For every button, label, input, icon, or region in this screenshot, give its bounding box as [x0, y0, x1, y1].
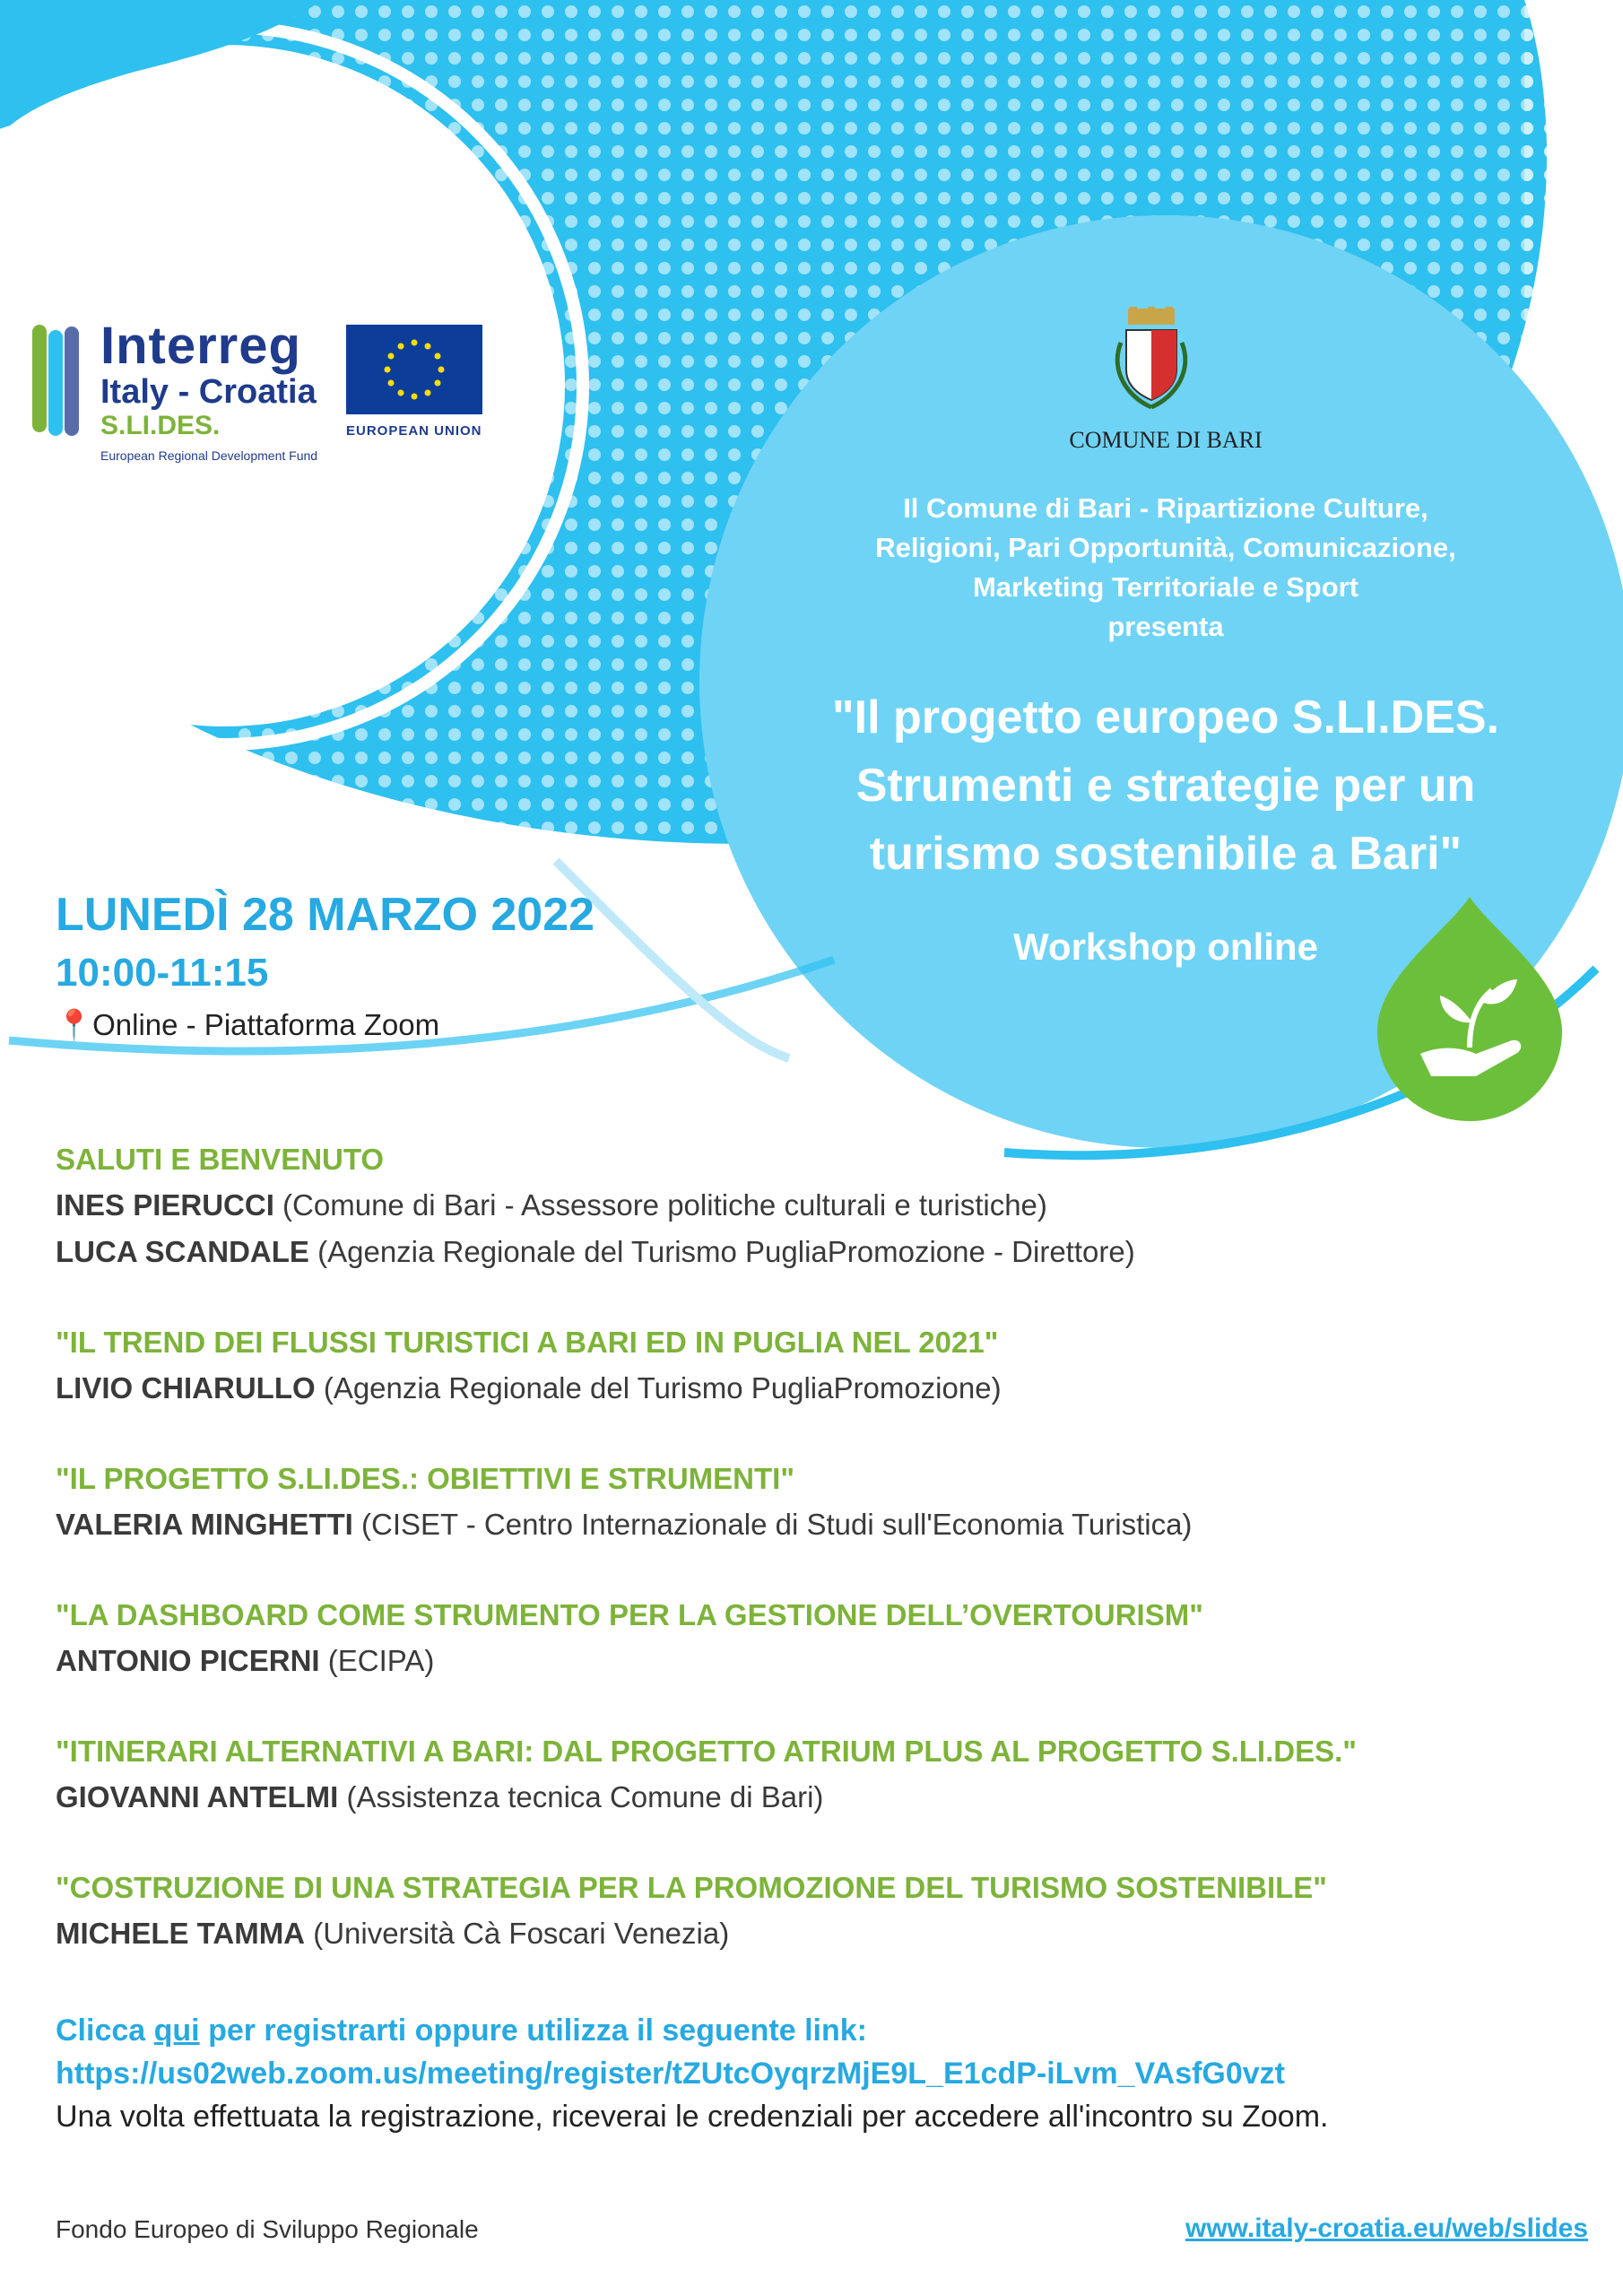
eu-label: EUROPEAN UNION [346, 423, 482, 439]
speaker-name: INES PIERUCCI [56, 1188, 274, 1222]
program-name: Italy - Croatia [100, 373, 317, 411]
interreg-wordmark: Interreg [100, 317, 301, 375]
registration-url-link[interactable]: https://us02web.zoom.us/meeting/register/tZUtcOyqrzMjE9L_E1cdP-iLvm_VAsfG0vzt [56, 2057, 1286, 2091]
speaker-name: GIOVANNI ANTELMI [56, 1780, 339, 1813]
agenda-speaker [56, 1638, 1580, 1684]
registration-here-link[interactable]: qui [153, 2013, 200, 2048]
presenter-line: Il Comune di Bari - Ripartizione Culture, [903, 492, 1428, 524]
comune-name: COMUNE DI BARI [1069, 427, 1263, 453]
event-location [56, 1008, 439, 1043]
agenda-speaker [56, 1365, 1580, 1412]
eu-flag-icon [346, 325, 482, 414]
registration-suffix: per registrarti oppure utilizza il seguente link: [208, 2013, 867, 2048]
fund-name: European Regional Development Fund [100, 448, 318, 463]
event-date: LUNEDÌ 28 MARZO 2022 [56, 889, 595, 941]
agenda-section [56, 1137, 1580, 1275]
sustainability-drop-icon [1377, 897, 1562, 1121]
title-line: Strumenti e strategie per un [855, 760, 1476, 812]
speaker-role: (Università Cà Foscari Venezia) [313, 1917, 730, 1950]
agenda-section-title: "LA DASHBOARD COME STRUMENTO PER LA GESTIONE DELL’OVERTOURISM" [56, 1598, 1203, 1631]
agenda [56, 1137, 1580, 2002]
project-acronym: S.LI.DES. [100, 411, 221, 440]
event-time: 10:00-11:15 [56, 951, 269, 995]
registration-block [56, 2009, 1598, 2138]
presenter-line: presenta [1107, 611, 1224, 642]
speaker-name: MICHELE TAMMA [56, 1917, 306, 1950]
agenda-section [56, 1457, 1580, 1548]
registration-note: Una volta effettuata la registrazione, riceverai le credenziali per accedere all'incontro su Zoom. [56, 2100, 1329, 2134]
speaker-role: (Comune di Bari - Assessore politiche culturali e turistiche) [282, 1188, 1047, 1222]
speaker-role: (Assistenza tecnica Comune di Bari) [346, 1780, 824, 1813]
speaker-name: VALERIA MINGHETTI [56, 1508, 353, 1541]
registration-instruction [56, 2009, 1598, 2052]
agenda-section-title: "ITINERARI ALTERNATIVI A BARI: DAL PROGETTO ATRIUM PLUS AL PROGETTO S.LI.DES." [56, 1735, 1357, 1768]
location-text: Online - Piattaforma Zoom [92, 1008, 440, 1041]
agenda-section-title: "IL TREND DEI FLUSSI TURISTICI A BARI ED IN PUGLIA NEL 2021" [56, 1326, 999, 1359]
event-title [780, 683, 1551, 888]
speaker-role: (Agenzia Regionale del Turismo PugliaPromozione - Direttore) [317, 1235, 1135, 1268]
speaker-name: ANTONIO PICERNI [56, 1644, 320, 1677]
agenda-section [56, 1866, 1580, 1957]
comune-crest-icon [1108, 307, 1194, 411]
presenter-line: Religioni, Pari Opportunità, Comunicazione, [875, 532, 1456, 563]
agenda-section [56, 1320, 1580, 1412]
agenda-section [56, 1729, 1580, 1821]
title-line: "Il progetto europeo S.LI.DES. [831, 691, 1500, 744]
event-format: Workshop online [1013, 926, 1318, 968]
agenda-speaker [56, 1182, 1580, 1229]
speaker-role: (ECIPA) [327, 1644, 435, 1677]
footer-website-link[interactable]: www.italy-croatia.eu/web/slides [1185, 2213, 1589, 2243]
speaker-role: (Agenzia Regionale del Turismo PugliaPromozione) [323, 1371, 1002, 1405]
location-pin-icon: 📍 [56, 1008, 93, 1041]
agenda-section-title: "IL PROGETTO S.LI.DES.: OBIETTIVI E STRUMENTI" [56, 1462, 794, 1495]
speaker-name: LUCA SCANDALE [56, 1235, 309, 1268]
agenda-section [56, 1593, 1580, 1684]
agenda-speaker [56, 1910, 1580, 1957]
agenda-speaker [56, 1501, 1580, 1548]
title-line: turismo sostenibile a Bari" [869, 828, 1462, 880]
speaker-name: LIVIO CHIARULLO [56, 1371, 316, 1405]
registration-prefix: Clicca [56, 2013, 146, 2048]
agenda-speaker [56, 1229, 1580, 1275]
speaker-role: (CISET - Centro Internazionale di Studi sull'Economia Turistica) [361, 1508, 1193, 1541]
agenda-speaker [56, 1774, 1580, 1821]
agenda-section-title: "COSTRUZIONE DI UNA STRATEGIA PER LA PROMOZIONE DEL TURISMO SOSTENIBILE" [56, 1871, 1327, 1904]
presenter-line: Marketing Territoriale e Sport [972, 571, 1359, 603]
agenda-section-title: SALUTI E BENVENUTO [56, 1143, 385, 1176]
interreg-logo [32, 325, 86, 441]
footer-fund: Fondo Europeo di Sviluppo Regionale [56, 2215, 479, 2243]
presenter-text [825, 489, 1506, 647]
